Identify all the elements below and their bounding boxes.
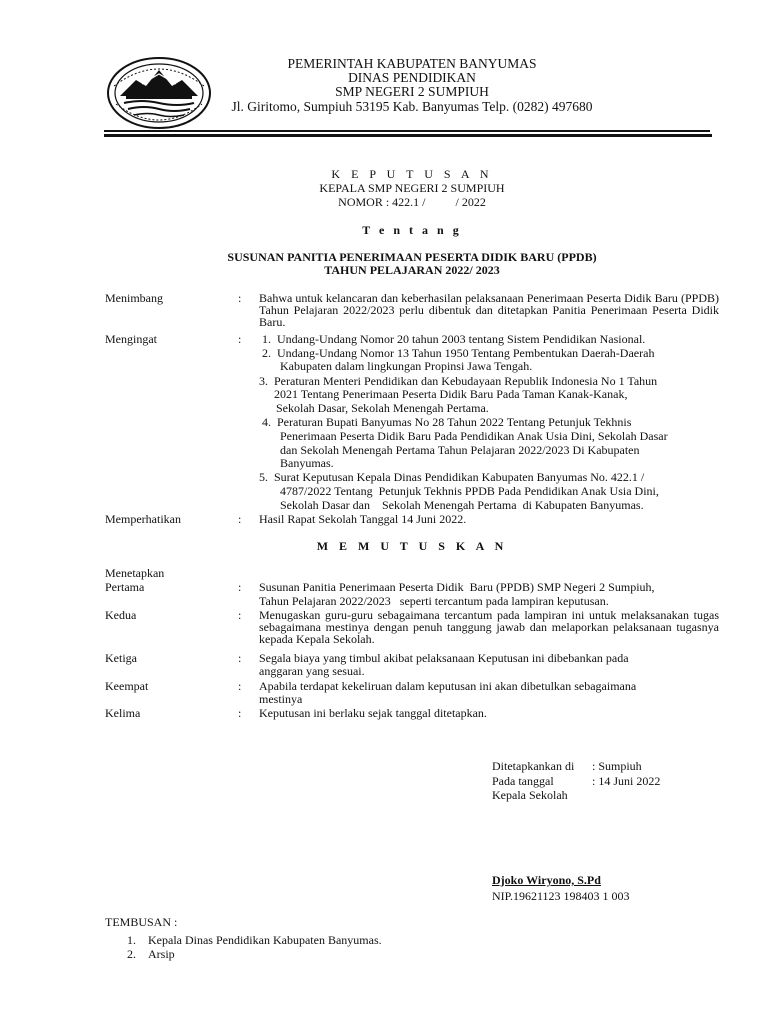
tembusan-item-num: 1. xyxy=(127,933,136,947)
kelima-label: Kelima xyxy=(105,706,141,720)
keempat-line: mestinya xyxy=(259,692,303,706)
ditetapkan-value: : Sumpiuh xyxy=(592,759,642,773)
mengingat-item-line: Peraturan Bupati Banyumas No 28 Tahun 2022 Tentang Petunjuk Tekhnis xyxy=(277,415,632,429)
pertama-label: Pertama xyxy=(105,580,145,594)
mengingat-item-line: Kabupaten dalam lingkungan Propinsi Jawa Tengah. xyxy=(280,359,533,373)
kedua-text: Menugaskan guru-guru sebagaimana tercantum pada lampiran ini untuk melaksanakan tugas sebagaimana mestinya dengan penuh tanggung jawab dan melaporkan pelaksanaan tugasnya kepada Kepala Sekolah. xyxy=(259,608,719,646)
signatory-name: Djoko Wiryono, S.Pd xyxy=(492,873,601,887)
keempat-colon: : xyxy=(238,679,242,693)
pertama-line: Susunan Panitia Penerimaan Peserta Didik Baru (PPDB) SMP Negeri 2 Sumpiuh, xyxy=(259,580,655,594)
mengingat-colon: : xyxy=(238,332,242,346)
memperhatikan-text: Hasil Rapat Sekolah Tanggal 14 Juni 2022. xyxy=(259,512,467,526)
tanggal-value: : 14 Juni 2022 xyxy=(592,774,661,788)
mengingat-item-num: 3. xyxy=(259,374,268,388)
mengingat-item-line: Undang-Undang Nomor 20 tahun 2003 tentang Sistem Pendidikan Nasional. xyxy=(277,332,646,346)
header-rule-thick xyxy=(104,134,712,137)
mengingat-item-num: 1. xyxy=(262,332,271,346)
ketiga-label: Ketiga xyxy=(105,651,137,665)
letterhead-agency: DINAS PENDIDIKAN xyxy=(348,70,476,85)
memperhatikan-colon: : xyxy=(238,512,242,526)
mengingat-item-num: 2. xyxy=(262,346,271,360)
mengingat-item-line: Undang-Undang Nomor 13 Tahun 1950 Tentang Pembentukan Daerah-Daerah xyxy=(277,346,655,360)
doc-tentang: T e n t a n g xyxy=(362,223,462,237)
ketiga-line: Segala biaya yang timbul akibat pelaksanaan Keputusan ini dibebankan pada xyxy=(259,651,629,665)
letterhead-government: PEMERINTAH KABUPATEN BANYUMAS xyxy=(287,56,537,71)
tembusan-item-num: 2. xyxy=(127,947,136,961)
kedua-colon: : xyxy=(238,608,242,622)
mengingat-item-line: Sekolah Dasar, Sekolah Menengah Pertama. xyxy=(276,401,489,415)
menimbang-colon: : xyxy=(238,291,242,305)
signatory-nip: NIP.19621123 198403 1 003 xyxy=(492,889,630,903)
mengingat-item-line: Peraturan Menteri Pendidikan dan Kebudayaan Republik Indonesia No 1 Tahun xyxy=(274,374,658,388)
mengingat-item-line: 2021 Tentang Penerimaan Peserta Didik Baru Pada Taman Kanak-Kanak, xyxy=(274,387,628,401)
mengingat-item-line: 4787/2022 Tentang Petunjuk Tekhnis PPDB Pada Pendidikan Anak Usia Dini, xyxy=(280,484,659,498)
doc-subject-line1: SUSUNAN PANITIA PENERIMAAN PESERTA DIDIK BARU (PPDB) xyxy=(227,250,597,264)
letterhead-school: SMP NEGERI 2 SUMPIUH xyxy=(335,84,489,99)
menimbang-text: Bahwa untuk kelancaran dan keberhasilan pelaksanaan Penerimaan Peserta Didik Baru (PPDB) Tahun Pelajaran 2022/2023 perlu dibentuk dan ditetapkan Panitia Penerimaan Peserta Didik Baru. xyxy=(259,291,719,329)
mengingat-item-line: Banyumas. xyxy=(280,456,334,470)
memutuskan-heading: M E M U T U S K A N xyxy=(316,539,508,553)
mengingat-label: Mengingat xyxy=(105,332,157,346)
memperhatikan-label: Memperhatikan xyxy=(105,512,181,526)
pertama-line: Tahun Pelajaran 2022/2023 seperti tercantum pada lampiran keputusan. xyxy=(259,594,609,608)
mengingat-item-line: Penerimaan Peserta Didik Baru Pada Pendidikan Anak Usia Dini, Sekolah Dasar xyxy=(280,429,668,443)
letterhead-address: Jl. Giritomo, Sumpiuh 53195 Kab. Banyumas Telp. (0282) 497680 xyxy=(231,99,593,114)
header-rule-thin xyxy=(104,130,710,132)
keempat-label: Keempat xyxy=(105,679,149,693)
mengingat-item-num: 4. xyxy=(262,415,271,429)
tembusan-label: TEMBUSAN : xyxy=(105,915,178,929)
doc-issuer: KEPALA SMP NEGERI 2 SUMPIUH xyxy=(319,181,505,195)
tembusan-item-text: Kepala Dinas Pendidikan Kabupaten Banyumas. xyxy=(148,933,382,947)
doc-subject-line2: TAHUN PELAJARAN 2022/ 2023 xyxy=(324,263,500,277)
signatory-position: Kepala Sekolah xyxy=(492,788,568,802)
doc-number: NOMOR : 422.1 / / 2022 xyxy=(338,195,486,209)
banyumas-regency-logo xyxy=(106,56,212,130)
doc-title-keputusan: K E P U T U S A N xyxy=(331,167,493,181)
kelima-text: Keputusan ini berlaku sejak tanggal ditetapkan. xyxy=(259,706,487,720)
ketiga-colon: : xyxy=(238,651,242,665)
menetapkan-label: Menetapkan xyxy=(105,566,165,580)
kedua-label: Kedua xyxy=(105,608,137,622)
tembusan-item-text: Arsip xyxy=(148,947,175,961)
mengingat-item-line: Surat Keputusan Kepala Dinas Pendidikan Kabupaten Banyumas No. 422.1 / xyxy=(274,470,645,484)
mengingat-item-line: Sekolah Dasar dan Sekolah Menengah Pertama di Kabupaten Banyumas. xyxy=(280,498,644,512)
keempat-line: Apabila terdapat kekeliruan dalam keputusan ini akan dibetulkan sebagaimana xyxy=(259,679,637,693)
ditetapkan-label: Ditetapkankan di xyxy=(492,759,575,773)
kelima-colon: : xyxy=(238,706,242,720)
ketiga-line: anggaran yang sesuai. xyxy=(259,664,365,678)
menimbang-label: Menimbang xyxy=(105,291,163,305)
pertama-colon: : xyxy=(238,580,242,594)
mengingat-item-num: 5. xyxy=(259,470,268,484)
tanggal-label: Pada tanggal xyxy=(492,774,554,788)
mengingat-item-line: dan Sekolah Menengah Pertama Tahun Pelajaran 2022/2023 Di Kabupaten xyxy=(280,443,640,457)
